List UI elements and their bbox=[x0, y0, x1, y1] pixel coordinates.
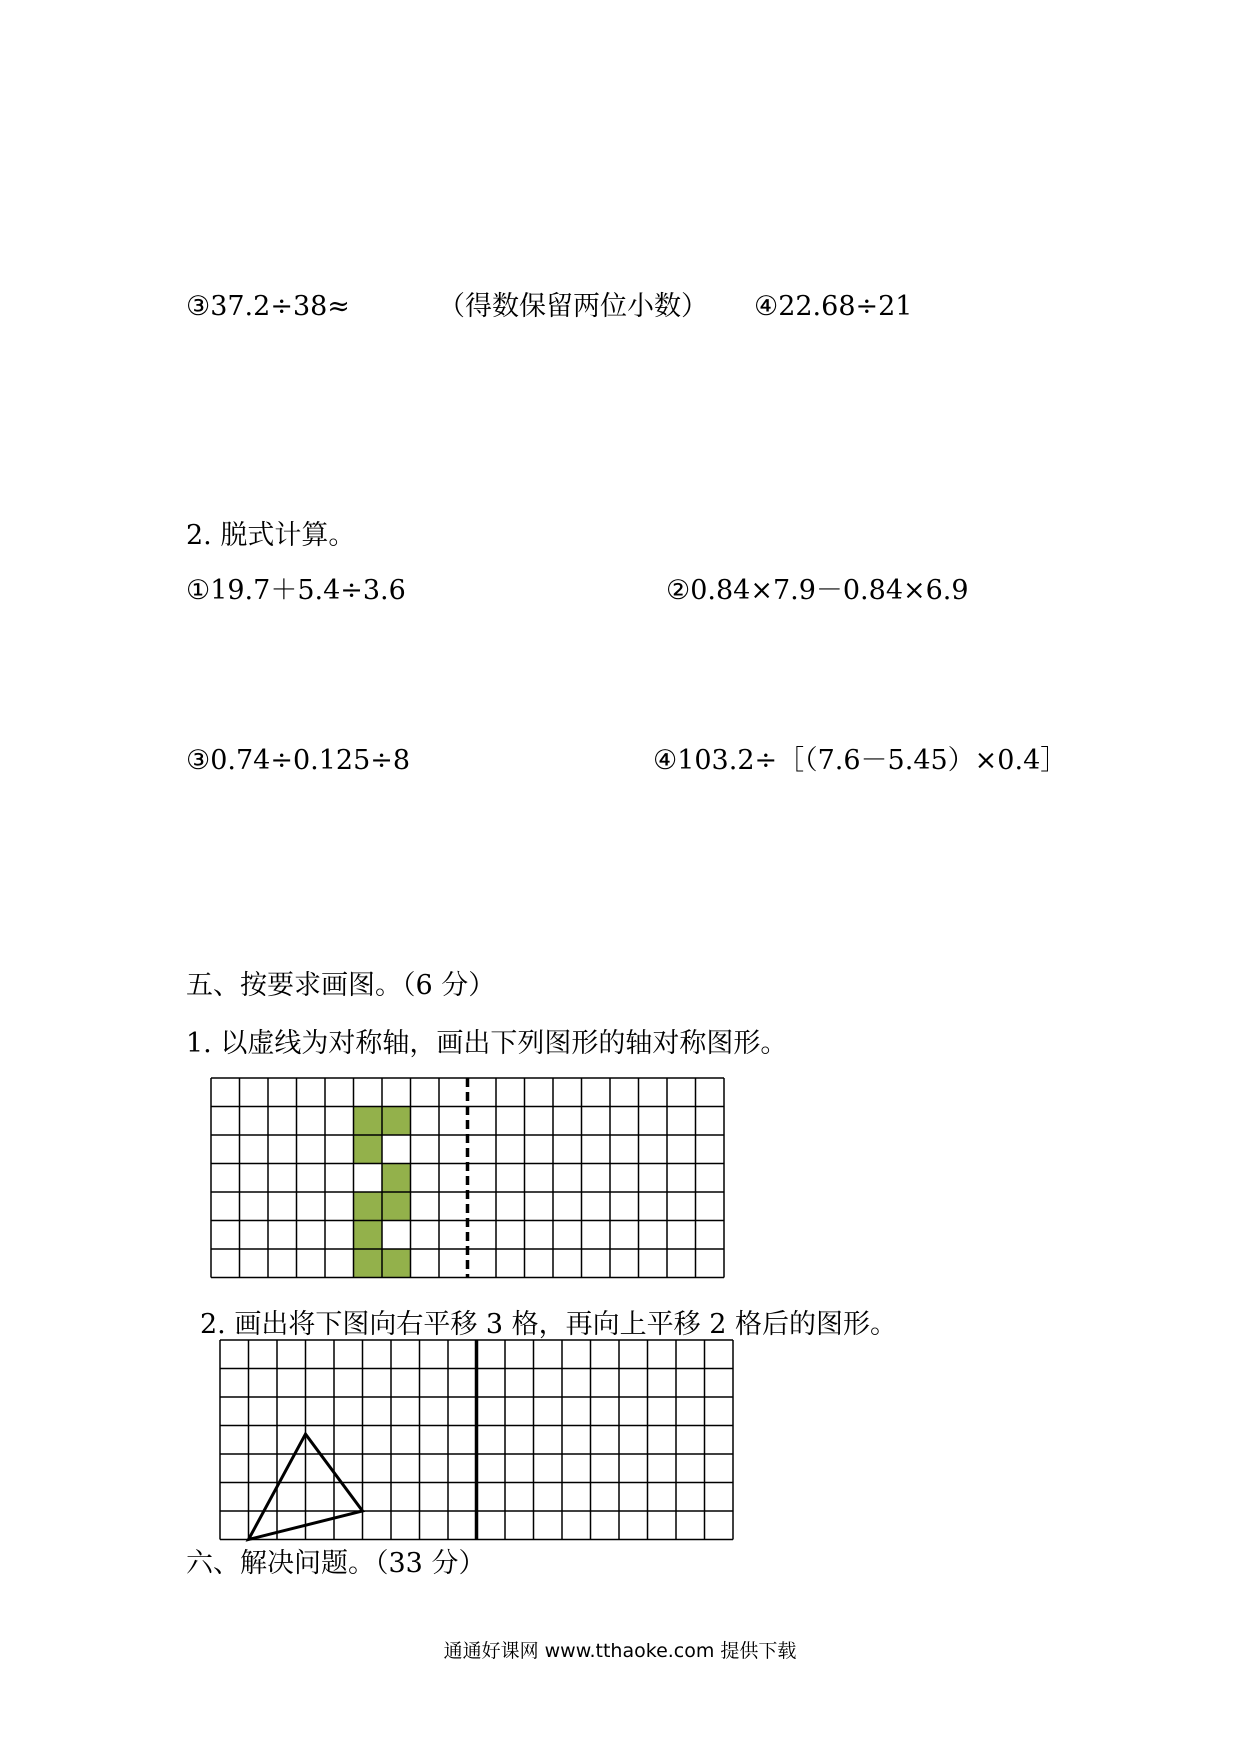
translation-grid bbox=[220, 1340, 734, 1540]
part-5-question-2: 2. 画出将下图向右平移 3 格，再向上平移 2 格后的图形。 bbox=[200, 1309, 898, 1340]
footer-credit: 通通好课网 www.tthaoke.com 提供下载 bbox=[443, 1640, 797, 1662]
calc-2: ②0.84×7.9－0.84×6.9 bbox=[666, 575, 969, 606]
filled-cell bbox=[354, 1249, 383, 1278]
question-3-note: （得数保留两位小数） bbox=[438, 291, 708, 322]
part-5-title: 五、按要求画图。（6 分） bbox=[186, 970, 496, 1001]
filled-cell bbox=[382, 1192, 411, 1221]
symmetry-grid bbox=[211, 1078, 725, 1278]
filled-cell bbox=[382, 1107, 411, 1136]
question-4: ④22.68÷21 bbox=[754, 291, 913, 322]
calc-4: ④103.2÷［（7.6－5.45）×0.4］ bbox=[653, 745, 1068, 776]
filled-cell bbox=[354, 1192, 383, 1221]
filled-cell bbox=[382, 1164, 411, 1193]
filled-cell bbox=[382, 1249, 411, 1278]
calc-1: ①19.7＋5.4÷3.6 bbox=[186, 575, 406, 606]
question-3: ③37.2÷38≈ bbox=[186, 291, 350, 322]
filled-cell bbox=[354, 1221, 383, 1250]
filled-cell bbox=[354, 1135, 383, 1164]
part-6-title: 六、解决问题。（33 分） bbox=[186, 1548, 486, 1579]
calc-3: ③0.74÷0.125÷8 bbox=[186, 745, 411, 776]
part-5-question-1: 1. 以虚线为对称轴，画出下列图形的轴对称图形。 bbox=[186, 1028, 788, 1059]
section-2-title: 2. 脱式计算。 bbox=[186, 520, 356, 551]
filled-cell bbox=[354, 1107, 383, 1136]
